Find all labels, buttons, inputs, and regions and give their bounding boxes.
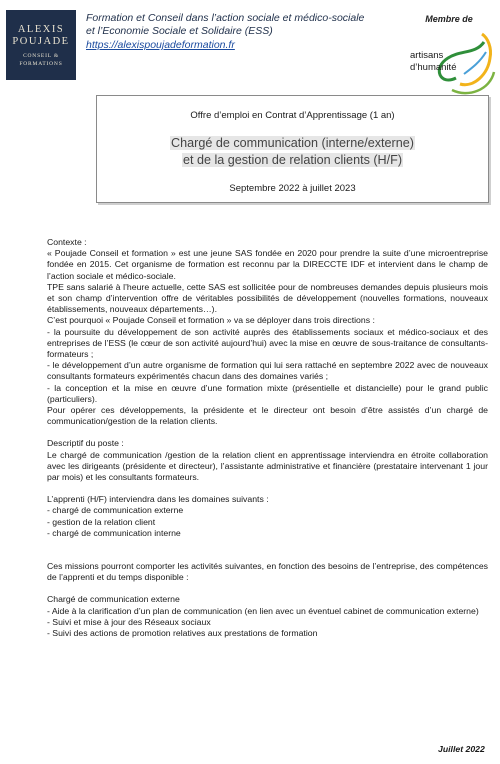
descriptif-paragraph-2: L’apprenti (H/F) interviendra dans les domaines suivants : xyxy=(47,494,269,505)
document-body xyxy=(47,237,488,639)
domain-item: - gestion de la relation client xyxy=(47,516,156,527)
contexte-bullet-2: - le développement d’un autre organisme de formation qui lui sera rattaché en septembre 2022 avec de nouveaux consultants formateurs expérimentés chacun dans des domaines variés ; xyxy=(47,360,488,382)
activity-item: - Suivi des actions de promotion relatives aux prestations de formation xyxy=(47,628,318,639)
descriptif-paragraph-1: Le chargé de communication /gestion de la relation client en apprentissage interviendra en étroite collaboration avec les dirigeants (présidente et directeur), l’assistante administrative et financière (prestataire intervenant 1 jour par mois) et les consultants formateurs. xyxy=(47,449,488,483)
contract-type: Offre d’emploi en Contrat d’Apprentissage (1 an) xyxy=(190,110,395,121)
company-logo xyxy=(6,10,76,80)
contexte-paragraph-1: « Poujade Conseil et formation » est une jeune SAS fondée en 2020 pour prendre la suite d’une microentreprise fondée en 2015. Cet organisme de formation est reconnu par la DIRECCTE IDF et intervient dans le champ de l’action sociale et médico-sociale. xyxy=(47,248,488,281)
domain-item: - chargé de communication externe xyxy=(47,505,184,516)
tagline-line-2: et l’Economie Sociale et Solidaire (ESS) xyxy=(86,25,273,37)
section-heading-contexte: Contexte : xyxy=(47,237,87,247)
member-label: Membre de xyxy=(425,14,473,24)
job-title-line-1: Chargé de communication (interne/externe) xyxy=(171,136,414,150)
activity-item: - Aide à la clarification d’un plan de communication (en lien avec un éventuel cabinet de communication externe) xyxy=(47,605,479,616)
contexte-bullet-1: - la poursuite du développement de son activité auprès des établissements sociaux et médico-sociaux et des entreprises de l’ESS (le cœur de son activité aujourd’hui) avec la mise en œuvre de sous-traitance de consultants-formateurs ; xyxy=(47,326,488,360)
member-label-block xyxy=(404,14,494,24)
tagline-line-1: Formation et Conseil dans l’action sociale et médico-sociale xyxy=(86,12,365,24)
letterhead xyxy=(86,12,376,52)
contexte-bullet-3: - la conception et la mise en œuvre d’une formation mixte (présentielle et distancielle) pour le grand public (particuliers). xyxy=(47,382,488,404)
descriptif-paragraph-3: Ces missions pourront comporter les activités suivantes, en fonction des besoins de l’entreprise, des compétences de l’apprenti et du temps disponible : xyxy=(47,561,488,583)
logo-line-1: ALEXIS xyxy=(17,24,65,35)
logo-line-2: POUJADE xyxy=(12,36,70,47)
humanite-word: d’humanité xyxy=(410,62,457,73)
contexte-paragraph-3: C’est pourquoi « Poujade Conseil et formation » va se déployer dans trois directions : xyxy=(47,315,375,326)
activity-item: - Suivi et mise à jour des Réseaux sociaux xyxy=(47,616,211,627)
artisans-humanite-logo xyxy=(402,28,498,100)
artisans-word: artisans xyxy=(410,50,444,61)
logo-line-3: CONSEIL & FORMATIONS xyxy=(19,53,63,67)
website-link[interactable]: https://alexispoujadeformation.fr xyxy=(86,39,235,51)
domain-item: - chargé de communication interne xyxy=(47,527,181,538)
job-title-line-2: et de la gestion de relation clients (H/F) xyxy=(182,153,403,167)
footer-date: Juillet 2022 xyxy=(438,744,485,754)
contexte-paragraph-2: TPE sans salarié à l’heure actuelle, cette SAS est sollicitée pour de nombreuses demandes depuis plusieurs mois et son champ d’intervention offre de véritables possibilités de développement (nouvelles formations, nouveaux établissements, nouveaux départements…). xyxy=(47,281,488,315)
subsection-heading: Chargé de communication externe xyxy=(47,594,180,605)
section-heading-descriptif: Descriptif du poste : xyxy=(47,438,124,449)
contract-dates: Septembre 2022 à juillet 2023 xyxy=(229,183,356,194)
contexte-paragraph-4: Pour opérer ces développements, la présidente et le directeur ont besoin d’être assistés d’un chargé de communication/gestion de la relation clients. xyxy=(47,405,488,427)
job-offer-title-box xyxy=(96,95,489,203)
